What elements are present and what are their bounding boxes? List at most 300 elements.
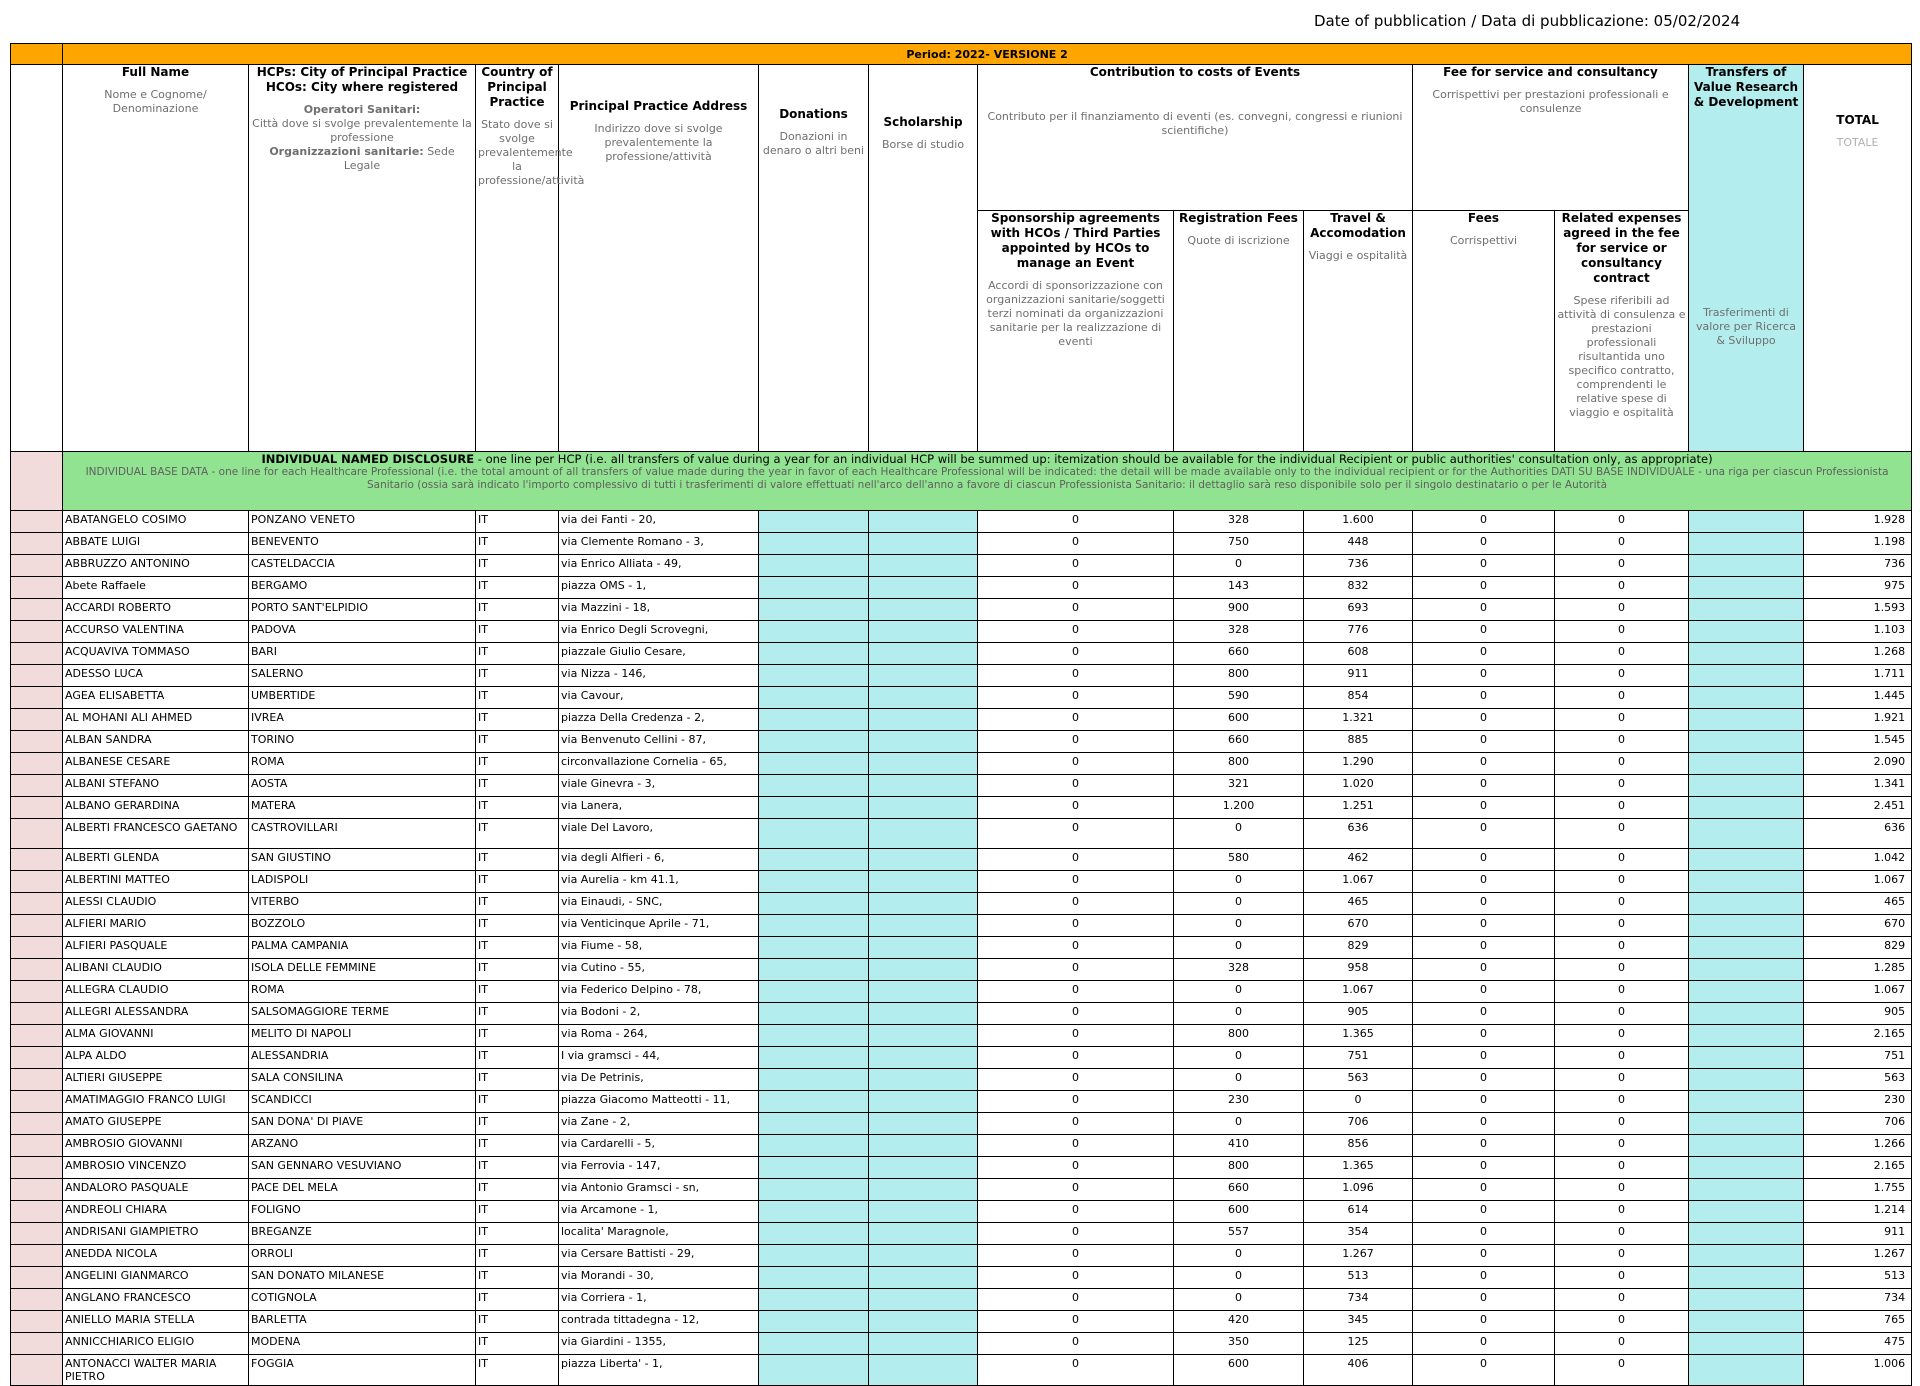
total-cell: 1.042 (1804, 849, 1912, 871)
name-cell: ANNICCHIARICO ELIGIO (63, 1333, 249, 1355)
fees-cell: 0 (1413, 1311, 1555, 1333)
transfers-rd-cell (1689, 1091, 1804, 1113)
fees-cell: 0 (1413, 555, 1555, 577)
scholarship-cell (869, 577, 978, 599)
table-row (11, 1091, 1912, 1113)
fees-cell: 0 (1413, 1113, 1555, 1135)
transfers-rd-cell (1689, 797, 1804, 819)
sponsorship-cell: 0 (978, 643, 1174, 665)
related-cell: 0 (1555, 1135, 1689, 1157)
transfers-rd-cell (1689, 819, 1804, 849)
registration-cell: 0 (1174, 871, 1304, 893)
total-cell: 975 (1804, 577, 1912, 599)
city-cell: ORROLI (249, 1245, 476, 1267)
transfers-rd-cell (1689, 1135, 1804, 1157)
country-cell: IT (476, 1091, 559, 1113)
country-cell: IT (476, 1267, 559, 1289)
address-cell: viale Del Lavoro, (559, 819, 759, 849)
sponsorship-cell: 0 (978, 687, 1174, 709)
table-row (11, 709, 1912, 731)
travel-cell: 1.600 (1304, 511, 1413, 533)
registration-cell: 0 (1174, 1113, 1304, 1135)
name-cell: AMBROSIO GIOVANNI (63, 1135, 249, 1157)
total-cell: 2.165 (1804, 1025, 1912, 1047)
address-cell: via degli Alfieri - 6, (559, 849, 759, 871)
city-cell: SALSOMAGGIORE TERME (249, 1003, 476, 1025)
total-cell: 563 (1804, 1069, 1912, 1091)
table-row (11, 533, 1912, 555)
city-cell: BENEVENTO (249, 533, 476, 555)
row-margin (11, 533, 63, 555)
total-cell: 829 (1804, 937, 1912, 959)
registration-cell: 800 (1174, 1157, 1304, 1179)
table-row (11, 753, 1912, 775)
name-cell: ALTIERI GIUSEPPE (63, 1069, 249, 1091)
row-margin (11, 1333, 63, 1355)
registration-cell: 350 (1174, 1333, 1304, 1355)
city-cell: ISOLA DELLE FEMMINE (249, 959, 476, 981)
related-cell: 0 (1555, 1223, 1689, 1245)
country-cell: IT (476, 731, 559, 753)
row-margin (11, 1025, 63, 1047)
sponsorship-cell: 0 (978, 709, 1174, 731)
scholarship-cell (869, 1025, 978, 1047)
total-cell: 706 (1804, 1113, 1912, 1135)
related-cell: 0 (1555, 709, 1689, 731)
registration-cell: 750 (1174, 533, 1304, 555)
city-cell: PACE DEL MELA (249, 1179, 476, 1201)
scholarship-cell (869, 533, 978, 555)
registration-cell: 0 (1174, 1003, 1304, 1025)
country-cell: IT (476, 1135, 559, 1157)
fees-cell: 0 (1413, 1179, 1555, 1201)
transfers-rd-cell (1689, 1113, 1804, 1135)
donations-cell (759, 621, 869, 643)
city-cell: BOZZOLO (249, 915, 476, 937)
table-row (11, 1355, 1912, 1386)
total-cell: 2.165 (1804, 1157, 1912, 1179)
address-cell: via Cardarelli - 5, (559, 1135, 759, 1157)
donations-cell (759, 1201, 869, 1223)
related-cell: 0 (1555, 1245, 1689, 1267)
scholarship-cell (869, 665, 978, 687)
donations-cell (759, 687, 869, 709)
related-cell: 0 (1555, 1267, 1689, 1289)
travel-cell: 854 (1304, 687, 1413, 709)
related-cell: 0 (1555, 1179, 1689, 1201)
related-cell: 0 (1555, 1091, 1689, 1113)
header-total: TOTAL TOTALE (1804, 65, 1912, 452)
fees-cell: 0 (1413, 511, 1555, 533)
scholarship-cell (869, 643, 978, 665)
travel-cell: 462 (1304, 849, 1413, 871)
total-cell: 751 (1804, 1047, 1912, 1069)
total-cell: 1.214 (1804, 1201, 1912, 1223)
name-cell: AMATO GIUSEPPE (63, 1113, 249, 1135)
name-cell: ABBATE LUIGI (63, 533, 249, 555)
travel-cell: 354 (1304, 1223, 1413, 1245)
travel-cell: 563 (1304, 1069, 1413, 1091)
scholarship-cell (869, 1179, 978, 1201)
donations-cell (759, 1333, 869, 1355)
sponsorship-cell: 0 (978, 981, 1174, 1003)
scholarship-cell (869, 1289, 978, 1311)
city-cell: BREGANZE (249, 1223, 476, 1245)
registration-cell: 660 (1174, 731, 1304, 753)
related-cell: 0 (1555, 937, 1689, 959)
donations-cell (759, 797, 869, 819)
row-margin (11, 937, 63, 959)
header-fee-service: Fee for service and consultancy Corrispettivi per prestazioni professionali e consulenze (1413, 65, 1689, 211)
donations-cell (759, 981, 869, 1003)
disclosure-base-data: INDIVIDUAL BASE DATA - one line for each Healthcare Professional (i.e. the total amount of all transfers of value made during the year in favor of each Healthcare Professional will be indicated: the detail will be made available only to the individual recipient or for the Authorities DATI SU BASE INDIVIDUALE - una riga per ciascun Professionista Sanitario (ossia sarà indicato l'importo complessivo di tutti i trasferimenti di valore effettuati nell'arco dell'anno a favore di ciascun Professionista Sanitario: il dettaglio sarà reso disponibile solo per il singolo destinatario o per le Autorità (85, 466, 1889, 491)
row-margin (11, 643, 63, 665)
donations-cell (759, 1003, 869, 1025)
row-margin (11, 1157, 63, 1179)
name-cell: Abete Raffaele (63, 577, 249, 599)
sponsorship-cell: 0 (978, 753, 1174, 775)
country-cell: IT (476, 753, 559, 775)
table-row (11, 577, 1912, 599)
transfers-rd-cell (1689, 1289, 1804, 1311)
travel-cell: 1.321 (1304, 709, 1413, 731)
name-cell: ACCURSO VALENTINA (63, 621, 249, 643)
travel-cell: 406 (1304, 1355, 1413, 1386)
sponsorship-cell: 0 (978, 1135, 1174, 1157)
donations-cell (759, 775, 869, 797)
city-cell: SAN DONATO MILANESE (249, 1267, 476, 1289)
header-sponsorship: Sponsorship agreements with HCOs / Third Parties appointed by HCOs to manage an Event Accordi di sponsorizzazione con organizzazioni sanitarie/soggetti terzi nominati da organizzazioni sanitarie per la realizzazione di eventi (978, 211, 1174, 452)
sponsorship-cell: 0 (978, 577, 1174, 599)
name-cell: ANDRISANI GIAMPIETRO (63, 1223, 249, 1245)
row-margin (11, 849, 63, 871)
transfers-rd-cell (1689, 1003, 1804, 1025)
row-margin (11, 621, 63, 643)
donations-cell (759, 1047, 869, 1069)
registration-cell: 1.200 (1174, 797, 1304, 819)
registration-cell: 557 (1174, 1223, 1304, 1245)
fees-cell: 0 (1413, 1267, 1555, 1289)
name-cell: ALBAN SANDRA (63, 731, 249, 753)
table-row (11, 687, 1912, 709)
scholarship-cell (869, 1157, 978, 1179)
table-row (11, 1333, 1912, 1355)
sponsorship-cell: 0 (978, 959, 1174, 981)
related-cell: 0 (1555, 753, 1689, 775)
address-cell: via Morandi - 30, (559, 1267, 759, 1289)
scholarship-cell (869, 621, 978, 643)
city-cell: COTIGNOLA (249, 1289, 476, 1311)
total-cell: 911 (1804, 1223, 1912, 1245)
scholarship-cell (869, 915, 978, 937)
donations-cell (759, 1069, 869, 1091)
row-margin (11, 1267, 63, 1289)
registration-cell: 600 (1174, 709, 1304, 731)
scholarship-cell (869, 1311, 978, 1333)
transfers-rd-cell (1689, 533, 1804, 555)
registration-cell: 230 (1174, 1091, 1304, 1113)
travel-cell: 465 (1304, 893, 1413, 915)
country-cell: IT (476, 1245, 559, 1267)
registration-cell: 420 (1174, 1311, 1304, 1333)
travel-cell: 0 (1304, 1091, 1413, 1113)
city-cell: TORINO (249, 731, 476, 753)
table-row (11, 1201, 1912, 1223)
donations-cell (759, 1091, 869, 1113)
table-row (11, 1311, 1912, 1333)
country-cell: IT (476, 1333, 559, 1355)
city-cell: FOLIGNO (249, 1201, 476, 1223)
name-cell: AMBROSIO VINCENZO (63, 1157, 249, 1179)
disclosure-table (10, 43, 1912, 1386)
transfers-rd-cell (1689, 915, 1804, 937)
address-cell: viale Ginevra - 3, (559, 775, 759, 797)
transfers-rd-cell (1689, 577, 1804, 599)
related-cell: 0 (1555, 555, 1689, 577)
disclosure-banner (63, 452, 1912, 511)
total-cell: 475 (1804, 1333, 1912, 1355)
disclosure-text: - one line per HCP (i.e. all transfers of value during a year for an individual HCP will be summed up: itemization should be available for the individual Recipient or public authorities' consultation only, as appropriate) (474, 452, 1713, 466)
scholarship-cell (869, 871, 978, 893)
scholarship-cell (869, 981, 978, 1003)
name-cell: ALBERTINI MATTEO (63, 871, 249, 893)
transfers-rd-cell (1689, 959, 1804, 981)
related-cell: 0 (1555, 731, 1689, 753)
registration-cell: 600 (1174, 1201, 1304, 1223)
row-margin (11, 819, 63, 849)
address-cell: via Venticinque Aprile - 71, (559, 915, 759, 937)
table-row (11, 797, 1912, 819)
total-cell: 1.921 (1804, 709, 1912, 731)
transfers-rd-cell (1689, 849, 1804, 871)
table-row (11, 915, 1912, 937)
total-cell: 1.928 (1804, 511, 1912, 533)
scholarship-cell (869, 1113, 978, 1135)
total-cell: 1.341 (1804, 775, 1912, 797)
related-cell: 0 (1555, 1157, 1689, 1179)
sponsorship-cell: 0 (978, 775, 1174, 797)
city-cell: SALA CONSILINA (249, 1069, 476, 1091)
period-label: Period: 2022- VERSIONE 2 (63, 44, 1912, 65)
name-cell: ABATANGELO COSIMO (63, 511, 249, 533)
sponsorship-cell: 0 (978, 1157, 1174, 1179)
fees-cell: 0 (1413, 1223, 1555, 1245)
total-cell: 1.198 (1804, 533, 1912, 555)
fees-cell: 0 (1413, 1069, 1555, 1091)
transfers-rd-cell (1689, 731, 1804, 753)
scholarship-cell (869, 819, 978, 849)
sponsorship-cell: 0 (978, 915, 1174, 937)
row-margin (11, 1245, 63, 1267)
related-cell: 0 (1555, 1311, 1689, 1333)
name-cell: AGEA ELISABETTA (63, 687, 249, 709)
address-cell: piazza Liberta' - 1, (559, 1355, 759, 1386)
travel-cell: 856 (1304, 1135, 1413, 1157)
table-row (11, 599, 1912, 621)
registration-cell: 0 (1174, 937, 1304, 959)
country-cell: IT (476, 937, 559, 959)
address-cell: via Ferrovia - 147, (559, 1157, 759, 1179)
table-row (11, 1003, 1912, 1025)
address-cell: via Mazzini - 18, (559, 599, 759, 621)
sponsorship-cell: 0 (978, 1223, 1174, 1245)
donations-cell (759, 937, 869, 959)
address-cell: via Fiume - 58, (559, 937, 759, 959)
table-row (11, 819, 1912, 849)
travel-cell: 706 (1304, 1113, 1413, 1135)
donations-cell (759, 665, 869, 687)
fees-cell: 0 (1413, 819, 1555, 849)
row-margin (11, 1223, 63, 1245)
country-cell: IT (476, 915, 559, 937)
country-cell: IT (476, 1157, 559, 1179)
table-row (11, 1135, 1912, 1157)
country-cell: IT (476, 775, 559, 797)
fees-cell: 0 (1413, 775, 1555, 797)
name-cell: ALBANO GERARDINA (63, 797, 249, 819)
transfers-rd-cell (1689, 621, 1804, 643)
registration-cell: 0 (1174, 1245, 1304, 1267)
related-cell: 0 (1555, 621, 1689, 643)
row-margin (11, 1113, 63, 1135)
city-cell: BERGAMO (249, 577, 476, 599)
fees-cell: 0 (1413, 687, 1555, 709)
sponsorship-cell: 0 (978, 1047, 1174, 1069)
transfers-rd-cell (1689, 1355, 1804, 1386)
scholarship-cell (869, 731, 978, 753)
fees-cell: 0 (1413, 1245, 1555, 1267)
row-margin (11, 687, 63, 709)
travel-cell: 776 (1304, 621, 1413, 643)
registration-cell: 321 (1174, 775, 1304, 797)
fees-cell: 0 (1413, 1333, 1555, 1355)
scholarship-cell (869, 1135, 978, 1157)
total-cell: 1.267 (1804, 1245, 1912, 1267)
city-cell: IVREA (249, 709, 476, 731)
header-fees: Fees Corrispettivi (1413, 211, 1555, 452)
country-cell: IT (476, 871, 559, 893)
travel-cell: 1.096 (1304, 1179, 1413, 1201)
related-cell: 0 (1555, 1355, 1689, 1386)
travel-cell: 734 (1304, 1289, 1413, 1311)
country-cell: IT (476, 599, 559, 621)
city-cell: SAN GENNARO VESUVIANO (249, 1157, 476, 1179)
related-cell: 0 (1555, 1289, 1689, 1311)
transfers-rd-cell (1689, 981, 1804, 1003)
row-margin (11, 1289, 63, 1311)
registration-cell: 410 (1174, 1135, 1304, 1157)
travel-cell: 1.365 (1304, 1025, 1413, 1047)
address-cell: via Clemente Romano - 3, (559, 533, 759, 555)
header-donations: Donations Donazioni in denaro o altri beni (759, 65, 869, 452)
fees-cell: 0 (1413, 1355, 1555, 1386)
scholarship-cell (869, 1003, 978, 1025)
row-margin (11, 1179, 63, 1201)
name-cell: ALIBANI CLAUDIO (63, 959, 249, 981)
transfers-rd-cell (1689, 893, 1804, 915)
travel-cell: 751 (1304, 1047, 1413, 1069)
address-cell: via De Petrinis, (559, 1069, 759, 1091)
travel-cell: 614 (1304, 1201, 1413, 1223)
transfers-rd-cell (1689, 871, 1804, 893)
total-cell: 2.090 (1804, 753, 1912, 775)
transfers-rd-cell (1689, 687, 1804, 709)
transfers-rd-cell (1689, 1179, 1804, 1201)
transfers-rd-cell (1689, 775, 1804, 797)
donations-cell (759, 577, 869, 599)
city-cell: VITERBO (249, 893, 476, 915)
registration-cell: 0 (1174, 1289, 1304, 1311)
total-cell: 1.755 (1804, 1179, 1912, 1201)
name-cell: ALFIERI PASQUALE (63, 937, 249, 959)
address-cell: via Cutino - 55, (559, 959, 759, 981)
registration-cell: 328 (1174, 621, 1304, 643)
row-margin (11, 959, 63, 981)
name-cell: ANDREOLI CHIARA (63, 1201, 249, 1223)
city-cell: ROMA (249, 981, 476, 1003)
name-cell: ALLEGRI ALESSANDRA (63, 1003, 249, 1025)
total-cell: 2.451 (1804, 797, 1912, 819)
scholarship-cell (869, 797, 978, 819)
sponsorship-cell: 0 (978, 819, 1174, 849)
travel-cell: 125 (1304, 1333, 1413, 1355)
address-cell: via Cavour, (559, 687, 759, 709)
city-cell: SALERNO (249, 665, 476, 687)
name-cell: ABBRUZZO ANTONINO (63, 555, 249, 577)
donations-cell (759, 599, 869, 621)
address-cell: piazza Giacomo Matteotti - 11, (559, 1091, 759, 1113)
name-cell: ANGELINI GIANMARCO (63, 1267, 249, 1289)
fees-cell: 0 (1413, 533, 1555, 555)
country-cell: IT (476, 819, 559, 849)
country-cell: IT (476, 981, 559, 1003)
fees-cell: 0 (1413, 797, 1555, 819)
donations-cell (759, 1025, 869, 1047)
sponsorship-cell: 0 (978, 871, 1174, 893)
sponsorship-cell: 0 (978, 731, 1174, 753)
registration-cell: 600 (1174, 1355, 1304, 1386)
city-cell: ROMA (249, 753, 476, 775)
travel-cell: 1.067 (1304, 981, 1413, 1003)
fees-cell: 0 (1413, 849, 1555, 871)
name-cell: ALLEGRA CLAUDIO (63, 981, 249, 1003)
fees-cell: 0 (1413, 621, 1555, 643)
city-cell: FOGGIA (249, 1355, 476, 1386)
transfers-rd-cell (1689, 1333, 1804, 1355)
country-cell: IT (476, 709, 559, 731)
sponsorship-cell: 0 (978, 893, 1174, 915)
country-cell: IT (476, 1003, 559, 1025)
travel-cell: 911 (1304, 665, 1413, 687)
table-row (11, 981, 1912, 1003)
travel-cell: 1.290 (1304, 753, 1413, 775)
related-cell: 0 (1555, 1333, 1689, 1355)
city-cell: MODENA (249, 1333, 476, 1355)
scholarship-cell (869, 1201, 978, 1223)
name-cell: ALBANI STEFANO (63, 775, 249, 797)
sponsorship-cell: 0 (978, 555, 1174, 577)
scholarship-cell (869, 1245, 978, 1267)
travel-cell: 670 (1304, 915, 1413, 937)
donations-cell (759, 849, 869, 871)
name-cell: ANIELLO MARIA STELLA (63, 1311, 249, 1333)
country-cell: IT (476, 959, 559, 981)
registration-cell: 143 (1174, 577, 1304, 599)
transfers-rd-cell (1689, 1201, 1804, 1223)
fees-cell: 0 (1413, 1025, 1555, 1047)
country-cell: IT (476, 555, 559, 577)
total-cell: 765 (1804, 1311, 1912, 1333)
